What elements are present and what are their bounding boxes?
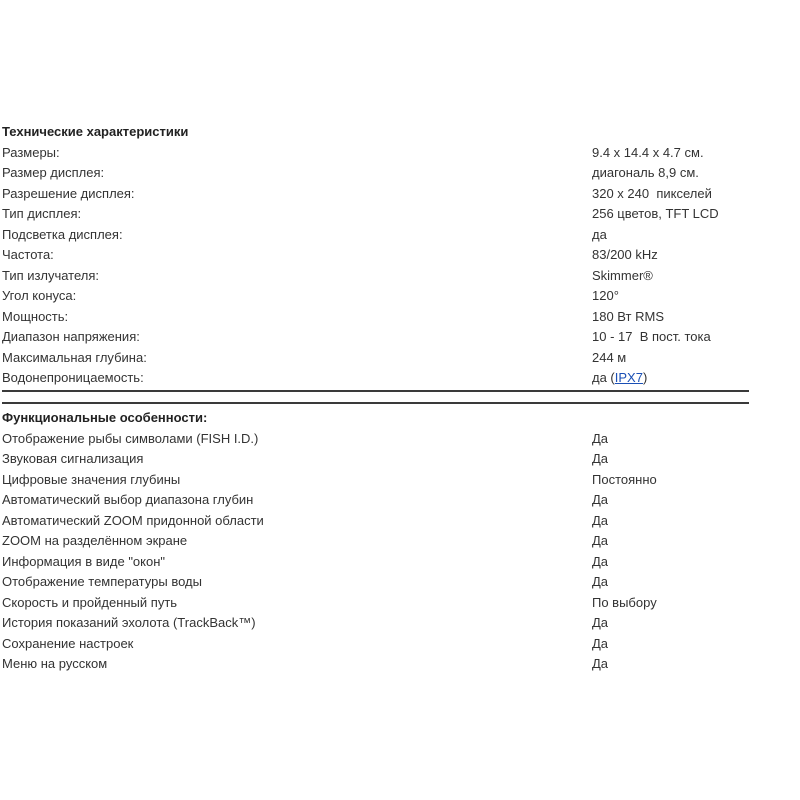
spec-name: Тип дисплея: [2, 206, 82, 221]
feature-row [2, 654, 749, 675]
spec-value: 83/200 kHz [592, 247, 658, 262]
spec-row [2, 204, 749, 225]
feature-value: Да [592, 574, 609, 589]
feature-name: ZOOM на разделённом экране [2, 533, 188, 548]
spec-row [2, 327, 749, 348]
features-section [2, 408, 749, 675]
feature-row [2, 552, 749, 573]
feature-value: Да [592, 533, 609, 548]
feature-value: Да [592, 512, 609, 528]
feature-row [2, 531, 749, 552]
spec-name: Размер дисплея: [2, 165, 105, 180]
feature-name: Сохранение настроек [2, 635, 134, 651]
feature-row [2, 470, 749, 491]
spec-name: Частота: [2, 247, 54, 262]
spec-value: 320 x 240 пикселей [592, 185, 712, 201]
feature-value: Постоянно [592, 471, 657, 487]
spec-row [2, 266, 749, 287]
feature-row [2, 593, 749, 614]
section-divider [2, 390, 749, 392]
feature-row [2, 511, 749, 532]
tech-specs-title: Технические характеристики [2, 124, 189, 139]
feature-name: Информация в виде "окон" [2, 553, 166, 569]
spec-row [2, 163, 749, 184]
spec-name: Разрешение дисплея: [2, 185, 135, 201]
feature-value: Да [592, 430, 609, 446]
spec-value: Skimmer® [592, 267, 653, 283]
spec-value: 9.4 x 14.4 x 4.7 см. [592, 144, 704, 160]
features-title: Функциональные особенности: [2, 410, 208, 425]
spec-row [2, 225, 749, 246]
spec-name: Подсветка дисплея: [2, 226, 123, 242]
spec-row [2, 245, 749, 266]
feature-row [2, 429, 749, 450]
spec-row [2, 348, 749, 369]
feature-name: Скорость и пройденный путь [2, 594, 178, 610]
waterproof-suffix: ) [642, 370, 648, 385]
spec-row-waterproof [2, 368, 749, 389]
feature-value: Да [592, 451, 609, 466]
spec-value: 120° [592, 288, 619, 303]
spec-row [2, 307, 749, 328]
feature-name: Меню на русском [2, 656, 108, 671]
spec-row [2, 143, 749, 164]
waterproof-prefix: да ( [592, 370, 615, 385]
spec-value: диагональ 8,9 см. [592, 165, 699, 180]
feature-value: Да [592, 553, 609, 569]
feature-name: Отображение температуры воды [2, 574, 202, 589]
feature-value: Да [592, 492, 609, 507]
feature-row [2, 490, 749, 511]
spec-value: да [592, 226, 607, 242]
feature-row [2, 449, 749, 470]
section-divider [2, 402, 749, 404]
feature-value: По выбору [592, 594, 657, 610]
spec-row [2, 286, 749, 307]
feature-name: Цифровые значения глубины [2, 471, 181, 487]
spec-value: 256 цветов, TFT LCD [592, 206, 719, 221]
feature-row [2, 613, 749, 634]
feature-value: Да [592, 615, 609, 630]
spec-value: 180 Вт RMS [592, 308, 664, 324]
feature-name: Звуковая сигнализация [2, 451, 144, 466]
feature-name: Отображение рыбы символами (FISH I.D.) [2, 430, 259, 446]
spec-name: Диапазон напряжения: [2, 329, 140, 344]
feature-name: Автоматический выбор диапазона глубин [2, 492, 254, 507]
spec-name: Угол конуса: [2, 288, 77, 303]
tech-specs-section [2, 122, 749, 392]
spec-name: Мощность: [2, 308, 69, 324]
spec-row [2, 184, 749, 205]
feature-row [2, 572, 749, 593]
feature-name: История показаний эхолота (TrackBack™) [2, 615, 256, 630]
ipx7-link[interactable]: IPX7 [614, 370, 643, 385]
spec-value: 244 м [592, 349, 627, 365]
spec-name: Тип излучателя: [2, 267, 100, 283]
feature-value: Да [592, 656, 609, 671]
spec-value [592, 368, 749, 389]
spec-name: Максимальная глубина: [2, 349, 147, 365]
feature-row [2, 634, 749, 655]
feature-value: Да [592, 635, 609, 651]
spec-name: Водонепроницаемость: [2, 370, 144, 385]
feature-name: Автоматический ZOOM придонной области [2, 512, 264, 528]
spec-name: Размеры: [2, 144, 60, 160]
spec-value: 10 - 17 В пост. тока [592, 329, 711, 344]
